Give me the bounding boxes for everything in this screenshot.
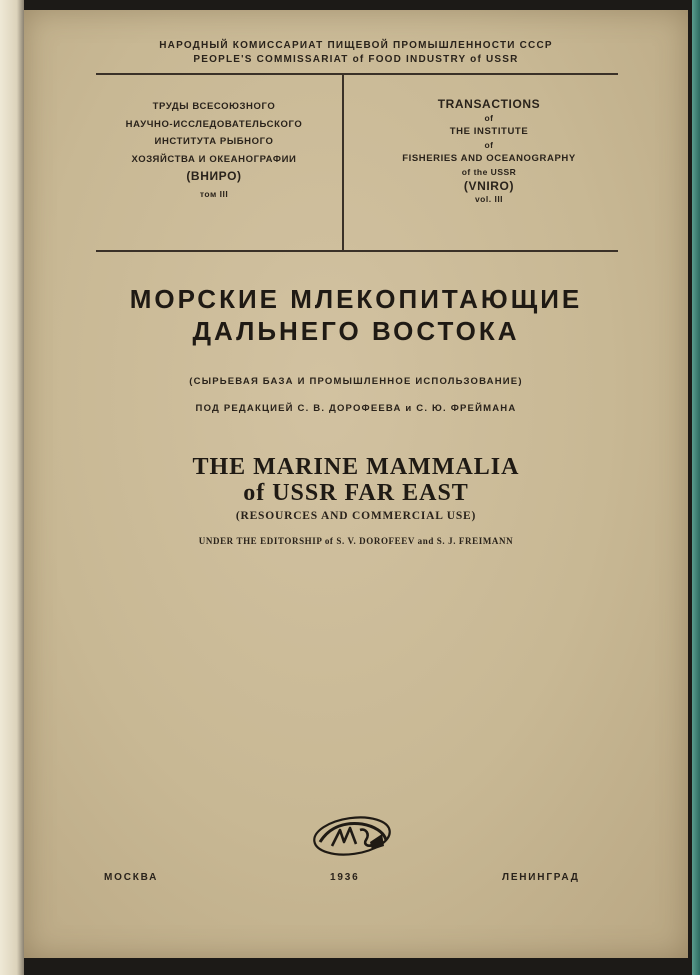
right-line-2: of	[484, 112, 494, 123]
subtitle-ru: (СЫРЬЕВАЯ БАЗА И ПРОМЫШЛЕННОЕ ИСПОЛЬЗОВАНИЕ)	[189, 376, 523, 387]
footer-city-moscow: МОСКВА	[104, 872, 159, 883]
footer-year: 1936	[330, 872, 360, 883]
left-line-4: ХОЗЯЙСТВА И ОКЕАНОГРАФИИ	[131, 153, 297, 165]
title-en-line-2: of USSR FAR EAST	[243, 480, 469, 506]
editors-ru: ПОД РЕДАКЦИЕЙ С. В. ДОРОФЕЕВА и С. Ю. ФРЕЙМАНА	[195, 403, 517, 414]
column-divider	[342, 74, 344, 250]
title-ru-line-2: ДАЛЬНЕГО ВОСТОКА	[192, 316, 520, 346]
title-ru-line-1: МОРСКИЕ МЛЕКОПИТАЮЩИЕ	[129, 284, 583, 314]
right-line-1: TRANSACTIONS	[437, 97, 541, 111]
right-line-3: THE INSTITUTE	[449, 126, 529, 138]
left-line-3: ИНСТИТУТА РЫБНОГО	[154, 136, 274, 147]
left-column-ru	[94, 98, 334, 203]
publisher-emblem-icon	[310, 812, 394, 860]
header-en: PEOPLE'S COMMISSARIAT of FOOD INDUSTRY of USSR	[193, 54, 519, 65]
title-en-line-1: THE MARINE MAMMALIA	[192, 454, 520, 480]
right-line-8: vol. III	[474, 194, 504, 205]
right-line-5: FISHERIES AND OCEANOGRAPHY	[402, 153, 576, 165]
header-rule-bottom	[96, 250, 618, 252]
left-line-6: том III	[199, 188, 229, 199]
left-line-2: НАУЧНО-ИССЛЕДОВАТЕЛЬСКОГО	[125, 118, 303, 130]
right-line-4: of	[484, 139, 494, 150]
left-line-1: ТРУДЫ ВСЕСОЮЗНОГО	[152, 101, 276, 112]
editors-en: UNDER THE EDITORSHIP of S. V. DOROFEEV and S. J. FREIMANN	[198, 536, 514, 546]
title-page	[24, 10, 688, 958]
right-column-en	[364, 98, 614, 207]
book-cover-edge	[692, 0, 700, 975]
footer-city-leningrad: ЛЕНИНГРАД	[502, 872, 580, 883]
left-line-5: (ВНИРО)	[186, 169, 242, 183]
subtitle-en: (RESOURCES AND COMMERCIAL USE)	[235, 510, 477, 522]
right-line-6: of the USSR	[461, 166, 517, 177]
header-rule-top	[96, 73, 618, 75]
header-ru: НАРОДНЫЙ КОМИССАРИАТ ПИЩЕВОЙ ПРОМЫШЛЕННОСТИ СССР	[159, 40, 553, 51]
right-line-7: (VNIRO)	[463, 178, 515, 193]
book-spine-edge	[0, 0, 24, 975]
